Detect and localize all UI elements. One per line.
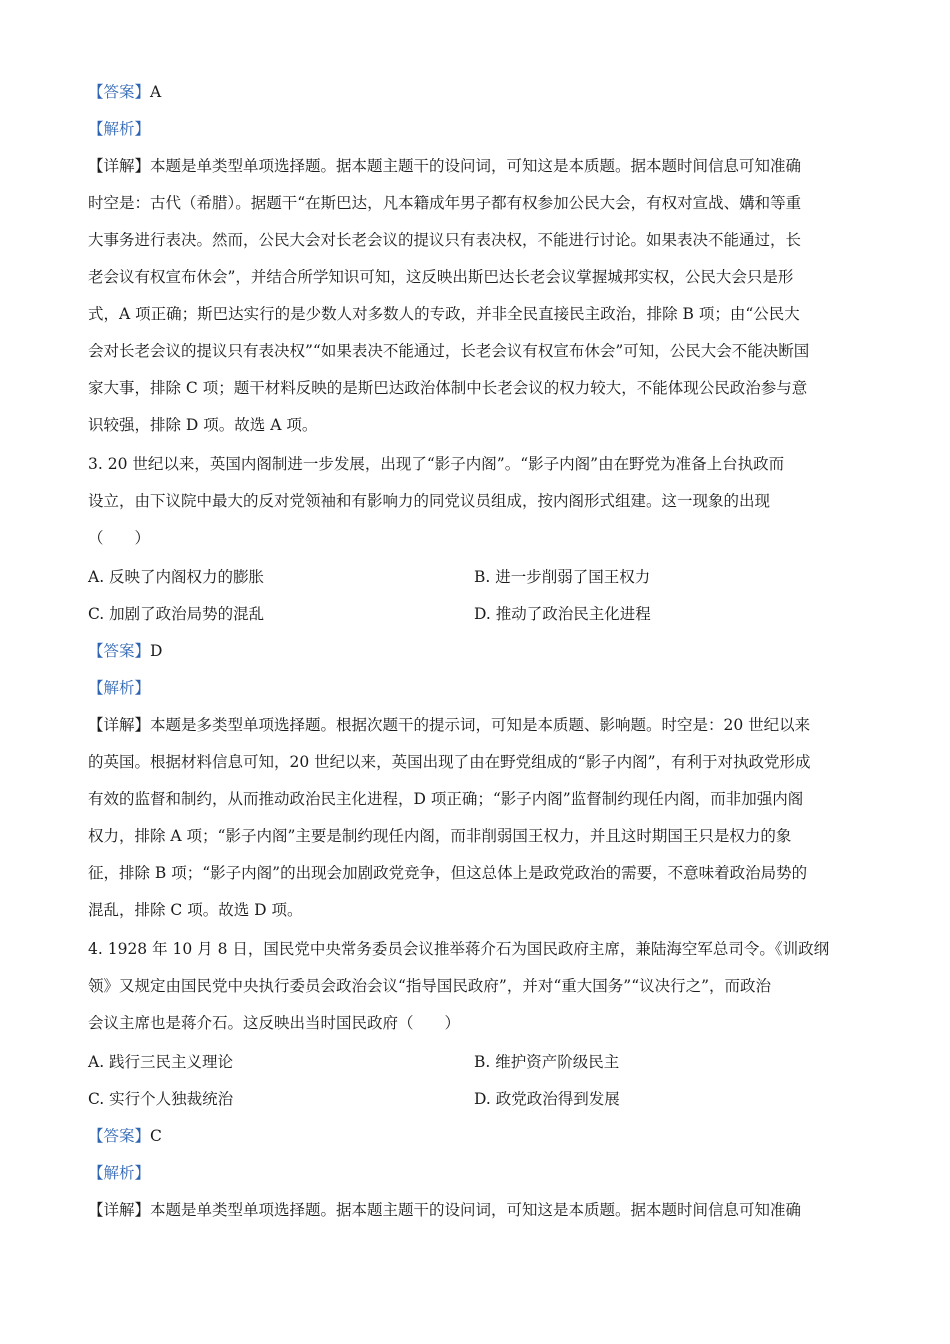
detail-line: 权力，排除 A 项；“影子内阁”主要是制约现任内阁，而非削弱国王权力，并且这时期国王只是权力的象: [88, 827, 792, 845]
detail-line: 时空是：古代（希腊）。据题干“在斯巴达，凡本籍成年男子都有权参加公民大会，有权对宣战、媾和等重: [88, 194, 802, 212]
detail-label: 【详解】: [88, 1201, 151, 1219]
answer-line-q3: [88, 640, 866, 662]
question-4-stem: 4. 1928 年 10 月 8 日，国民党中央常务委员会议推举蒋介石为国民政府主席，兼陆海空军总司令。《训政纲: [88, 940, 830, 958]
answer-value: D: [150, 642, 163, 660]
question-3-stem: 设立，由下议院中最大的反对党领袖和有影响力的同党议员组成，按内阁形式组建。这一现象的出现: [88, 492, 771, 510]
detail-label: 【详解】: [88, 157, 151, 175]
answer-label: 【答案】: [88, 642, 151, 660]
q4-option-d: D. 政党政治得到发展: [474, 1090, 620, 1108]
detail-line: 的英国。根据材料信息可知，20 世纪以来，英国出现了由在野党组成的“影子内阁”，有利于对执政党形成: [88, 753, 811, 771]
analysis-label: 【解析】: [88, 679, 151, 697]
detail-line: 【详解】本题是多类型单项选择题。根据次题干的提示词，可知是本质题、影响题。时空是：20 世纪以来: [88, 716, 811, 734]
answer-label: 【答案】: [88, 1127, 151, 1145]
detail-line: 识较强，排除 D 项。故选 A 项。: [88, 416, 318, 434]
question-3-stem: （ ）: [88, 529, 151, 547]
q4-option-c: C. 实行个人独裁统治: [88, 1090, 234, 1108]
detail-line: 家大事，排除 C 项；题干材料反映的是斯巴达政治体制中长老会议的权力较大，不能体现公民政治参与意: [88, 379, 808, 397]
answer-value: A: [150, 83, 162, 101]
detail-line: 式，A 项正确；斯巴达实行的是少数人对多数人的专政，并非全民直接民主政治，排除 B 项；由“公民大: [88, 305, 800, 323]
detail-line: 混乱，排除 C 项。故选 D 项。: [88, 901, 303, 919]
q3-option-b: B. 进一步削弱了国王权力: [474, 568, 651, 586]
q3-option-a: A. 反映了内阁权力的膨胀: [88, 568, 265, 586]
q4-option-b: B. 维护资产阶级民主: [474, 1053, 620, 1071]
detail-line: 征，排除 B 项；“影子内阁”的出现会加剧政党竞争，但这总体上是政党政治的需要，不意味着政治局势的: [88, 864, 808, 882]
detail-line: 【详解】本题是单类型单项选择题。据本题主题干的设问词，可知这是本质题。据本题时间信息可知准确: [88, 157, 802, 175]
question-4-stem: 会议主席也是蒋介石。这反映出当时国民政府（ ）: [88, 1014, 461, 1032]
detail-line: 有效的监督和制约，从而推动政治民主化进程，D 项正确；“影子内阁”监督制约现任内阁，而非加强内阁: [88, 790, 804, 808]
detail-label: 【详解】: [88, 716, 151, 734]
question-4-stem: 领》又规定由国民党中央执行委员会政治会议“指导国民政府”，并对“重大国务”“议决行之”，而政治: [88, 977, 772, 995]
detail-line: 老会议有权宣布休会”，并结合所学知识可知，这反映出斯巴达长老会议掌握城邦实权，公民大会只是形: [88, 268, 794, 286]
detail-line: 大事务进行表决。然而，公民大会对长老会议的提议只有表决权，不能进行讨论。如果表决不能通过，长: [88, 231, 802, 249]
answer-value: C: [150, 1127, 162, 1145]
answer-line-q4: [88, 1125, 866, 1147]
detail-line: 【详解】本题是单类型单项选择题。据本题主题干的设问词，可知这是本质题。据本题时间信息可知准确: [88, 1201, 802, 1219]
answer-line-q2: [88, 81, 866, 103]
detail-line: 会对长老会议的提议只有表决权”“如果表决不能通过，长老会议有权宣布休会”可知，公民大会不能决断国: [88, 342, 810, 360]
analysis-label: 【解析】: [88, 120, 151, 138]
analysis-label: 【解析】: [88, 1164, 151, 1182]
q3-option-c: C. 加剧了政治局势的混乱: [88, 605, 265, 623]
question-3-stem: 3. 20 世纪以来，英国内阁制进一步发展，出现了“影子内阁”。“影子内阁”由在野党为准备上台执政而: [88, 455, 785, 473]
q4-option-a: A. 践行三民主义理论: [88, 1053, 234, 1071]
answer-label: 【答案】: [88, 83, 151, 101]
q3-option-d: D. 推动了政治民主化进程: [474, 605, 651, 623]
